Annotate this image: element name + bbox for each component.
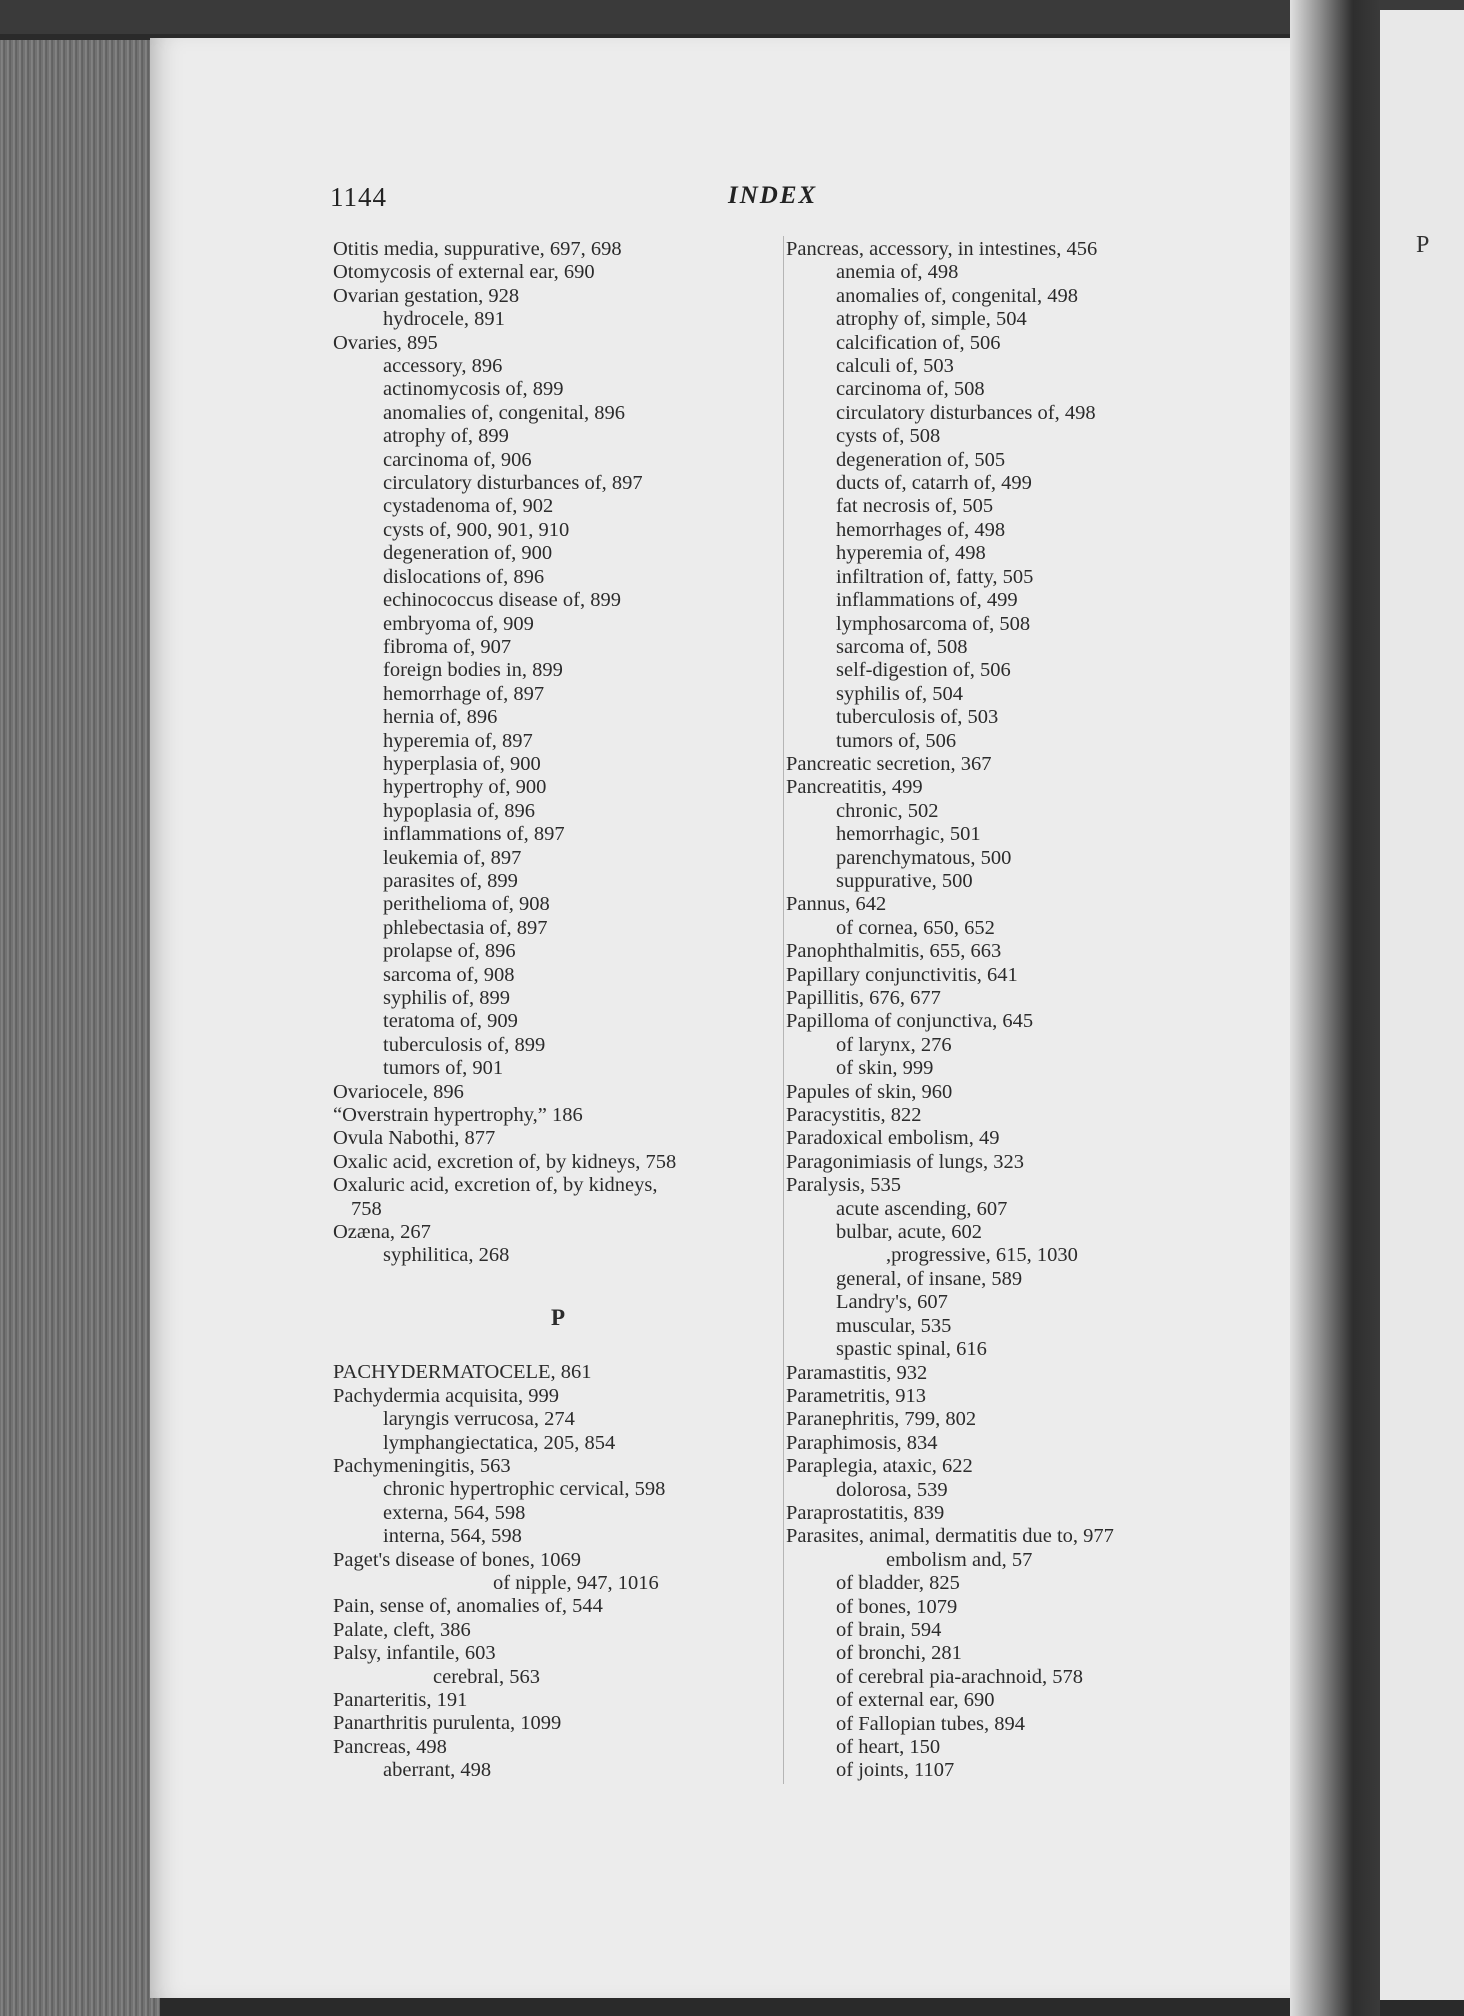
- index-entry: Pancreas, accessory, in intestines, 456: [786, 238, 1098, 260]
- index-subentry: hyperemia of, 498: [836, 542, 986, 565]
- index-subentry: of cerebral pia-arachnoid, 578: [836, 1665, 1084, 1688]
- index-entry: Pachydermia acquisita, 999: [333, 1384, 560, 1407]
- index-subentry: cysts of, 900, 901, 910: [383, 518, 570, 541]
- index-entry: Paralysis, 535: [786, 1174, 902, 1197]
- index-subentry: perithelioma of, 908: [383, 893, 550, 916]
- index-subentry: phlebectasia of, 897: [383, 916, 548, 939]
- index-subentry: muscular, 535: [836, 1314, 952, 1337]
- index-subentry: accessory, 896: [383, 355, 503, 378]
- index-subentry: anomalies of, congenital, 896: [383, 401, 625, 424]
- index-subentry: embryoma of, 909: [383, 612, 534, 635]
- facing-page: [1380, 10, 1464, 2000]
- index-subentry: of cornea, 650, 652: [836, 916, 995, 939]
- scan-top-edge: [0, 0, 1464, 34]
- index-entry: Pain, sense of, anomalies of, 544: [333, 1595, 603, 1618]
- facing-page-fragment: P: [1416, 232, 1430, 258]
- index-subentry: infiltration of, fatty, 505: [836, 565, 1034, 588]
- index-subentry: syphilis of, 504: [836, 682, 963, 705]
- index-subentry: Landry's, 607: [836, 1291, 948, 1314]
- index-entry: Papilloma of conjunctiva, 645: [786, 1010, 1034, 1033]
- index-entry: Parasites, animal, dermatitis due to, 977: [786, 1525, 1114, 1548]
- index-subentry: laryngis verrucosa, 274: [383, 1408, 575, 1431]
- index-subentry: prolapse of, 896: [383, 940, 516, 963]
- index-subentry: chronic hypertrophic cervical, 598: [383, 1478, 666, 1501]
- index-entry: Paragonimiasis of lungs, 323: [786, 1150, 1025, 1173]
- index-subentry: fat necrosis of, 505: [836, 495, 994, 518]
- index-subentry: inflammations of, 897: [383, 823, 565, 846]
- index-subentry: hyperplasia of, 900: [383, 752, 541, 775]
- index-subentry: actinomycosis of, 899: [383, 378, 564, 401]
- index-entry: Ozæna, 267: [333, 1221, 431, 1244]
- index-subentry: syphilis of, 899: [383, 987, 510, 1009]
- index-subentry: echinococcus disease of, 899: [383, 589, 621, 612]
- index-subentry: of heart, 150: [836, 1736, 941, 1758]
- index-subentry: cystadenoma of, 902: [383, 495, 554, 518]
- index-column-right: [786, 238, 1256, 1783]
- index-subentry: ,progressive, 615, 1030: [886, 1244, 1078, 1267]
- index-subentry: of larynx, 276: [836, 1033, 952, 1056]
- index-entry: “Overstrain hypertrophy,” 186: [333, 1104, 583, 1127]
- index-subentry: lymphangiectatica, 205, 854: [383, 1431, 616, 1454]
- index-entry: Palsy, infantile, 603: [333, 1642, 496, 1665]
- index-subentry: embolism and, 57: [886, 1548, 1033, 1571]
- index-subentry: interna, 564, 598: [383, 1525, 522, 1548]
- index-entry: Panarthritis purulenta, 1099: [333, 1712, 562, 1735]
- index-entry: Palate, cleft, 386: [333, 1618, 471, 1641]
- index-subentry: circulatory disturbances of, 897: [383, 472, 643, 495]
- index-subentry: tuberculosis of, 503: [836, 706, 999, 729]
- index-entry: Paranephritis, 799, 802: [786, 1408, 977, 1431]
- book-page-edges: [0, 40, 160, 2016]
- index-entry: Papules of skin, 960: [786, 1080, 953, 1103]
- index-entry: Papillitis, 676, 677: [786, 987, 941, 1009]
- index-subentry: hyperemia of, 897: [383, 729, 533, 752]
- index-subentry: hypertrophy of, 900: [383, 776, 547, 799]
- index-entry: Paraplegia, ataxic, 622: [786, 1455, 973, 1478]
- index-subentry: parasites of, 899: [383, 869, 518, 892]
- index-entry: Pancreatic secretion, 367: [786, 752, 992, 775]
- index-subentry: lymphosarcoma of, 508: [836, 612, 1031, 635]
- section-letter-heading: P: [550, 1304, 566, 1330]
- index-entry: Otitis media, suppurative, 697, 698: [333, 238, 622, 260]
- index-subentry: fibroma of, 907: [383, 635, 512, 658]
- index-subentry: carcinoma of, 906: [383, 448, 532, 471]
- index-subentry: inflammations of, 499: [836, 589, 1018, 612]
- index-entry: Ovaries, 895: [333, 331, 438, 354]
- index-subentry: hydrocele, 891: [383, 308, 505, 331]
- index-subentry: atrophy of, 899: [383, 425, 509, 448]
- index-subentry: of bronchi, 281: [836, 1642, 962, 1665]
- running-head: INDEX: [728, 182, 818, 209]
- index-subentry: sarcoma of, 508: [836, 635, 968, 658]
- spine-shadow: [1290, 0, 1380, 2016]
- index-subentry: hemorrhage of, 897: [383, 682, 545, 705]
- index-subentry: spastic spinal, 616: [836, 1338, 987, 1361]
- index-entry: Pancreatitis, 499: [786, 776, 923, 799]
- index-subentry: dislocations of, 896: [383, 565, 545, 588]
- index-entry: Panophthalmitis, 655, 663: [786, 940, 1002, 963]
- index-subentry: of bones, 1079: [836, 1595, 958, 1618]
- index-subentry: 758: [351, 1197, 382, 1220]
- index-entry: Pachymeningitis, 563: [333, 1454, 511, 1477]
- index-entry: Papillary conjunctivitis, 641: [786, 963, 1018, 986]
- index-entry: Otomycosis of external ear, 690: [333, 261, 595, 284]
- index-entry: Paraprostatitis, 839: [786, 1501, 945, 1524]
- index-subentry: cysts of, 508: [836, 425, 941, 448]
- index-subentry: of bladder, 825: [836, 1572, 960, 1595]
- index-entry: PACHYDERMATOCELE, 861: [333, 1361, 592, 1384]
- index-subentry: leukemia of, 897: [383, 846, 522, 869]
- index-subentry: of nipple, 947, 1016: [493, 1571, 659, 1594]
- index-entry: Ovariocele, 896: [333, 1080, 464, 1103]
- index-entry: Paramastitis, 932: [786, 1361, 928, 1384]
- index-subentry: hernia of, 896: [383, 706, 498, 729]
- index-subentry: of skin, 999: [836, 1057, 934, 1080]
- index-entry: Paraphimosis, 834: [786, 1431, 938, 1454]
- index-subentry: of external ear, 690: [836, 1689, 995, 1712]
- index-subentry: general, of insane, 589: [836, 1267, 1023, 1290]
- index-subentry: suppurative, 500: [836, 869, 973, 892]
- index-entry: Ovula Nabothi, 877: [333, 1127, 496, 1150]
- index-subentry: of Fallopian tubes, 894: [836, 1712, 1026, 1735]
- index-subentry: hemorrhages of, 498: [836, 518, 1006, 541]
- index-subentry: bulbar, acute, 602: [836, 1221, 983, 1244]
- index-subentry: calcification of, 506: [836, 331, 1001, 354]
- index-subentry: anomalies of, congenital, 498: [836, 284, 1078, 307]
- index-subentry: tumors of, 506: [836, 729, 957, 752]
- index-subentry: acute ascending, 607: [836, 1197, 1008, 1220]
- index-entry: Pancreas, 498: [333, 1735, 447, 1758]
- index-subentry: chronic, 502: [836, 799, 939, 822]
- index-subentry: ducts of, catarrh of, 499: [836, 472, 1032, 495]
- index-entry: Paracystitis, 822: [786, 1104, 922, 1127]
- index-subentry: aberrant, 498: [383, 1759, 492, 1782]
- index-subentry: carcinoma of, 508: [836, 378, 985, 401]
- index-subentry: circulatory disturbances of, 498: [836, 401, 1096, 424]
- index-subentry: externa, 564, 598: [383, 1501, 526, 1524]
- index-subentry: atrophy of, simple, 504: [836, 308, 1027, 331]
- index-subentry: hemorrhagic, 501: [836, 823, 981, 846]
- index-entry: Ovarian gestation, 928: [333, 284, 520, 307]
- index-subentry: anemia of, 498: [836, 261, 959, 284]
- index-subentry: tuberculosis of, 899: [383, 1033, 546, 1056]
- index-subentry: calculi of, 503: [836, 355, 954, 378]
- index-subentry: of joints, 1107: [836, 1759, 955, 1782]
- index-subentry: cerebral, 563: [433, 1665, 540, 1688]
- index-subentry: sarcoma of, 908: [383, 963, 515, 986]
- index-entry: Paget's disease of bones, 1069: [333, 1548, 581, 1571]
- index-subentry: degeneration of, 505: [836, 448, 1006, 471]
- index-subentry: parenchymatous, 500: [836, 846, 1012, 869]
- index-subentry: foreign bodies in, 899: [383, 659, 563, 682]
- index-entry: Oxalic acid, excretion of, by kidneys, 758: [333, 1150, 677, 1173]
- index-subentry: of brain, 594: [836, 1618, 942, 1641]
- index-subentry: teratoma of, 909: [383, 1010, 518, 1033]
- index-entry: Pannus, 642: [786, 893, 887, 916]
- index-entry: Oxaluric acid, excretion of, by kidneys,: [333, 1174, 658, 1197]
- index-subentry: self-digestion of, 506: [836, 659, 1011, 682]
- column-divider: [783, 236, 784, 1784]
- index-column-left: [333, 238, 783, 1783]
- index-subentry: tumors of, 901: [383, 1057, 504, 1080]
- index-subentry: hypoplasia of, 896: [383, 799, 536, 822]
- index-subentry: degeneration of, 900: [383, 542, 553, 565]
- index-entry: Parametritis, 913: [786, 1384, 927, 1407]
- index-subentry: dolorosa, 539: [836, 1478, 948, 1501]
- index-subentry: syphilitica, 268: [383, 1244, 510, 1267]
- page-number: 1144: [330, 182, 387, 212]
- index-entry: Panarteritis, 191: [333, 1688, 468, 1711]
- index-entry: Paradoxical embolism, 49: [786, 1127, 1000, 1150]
